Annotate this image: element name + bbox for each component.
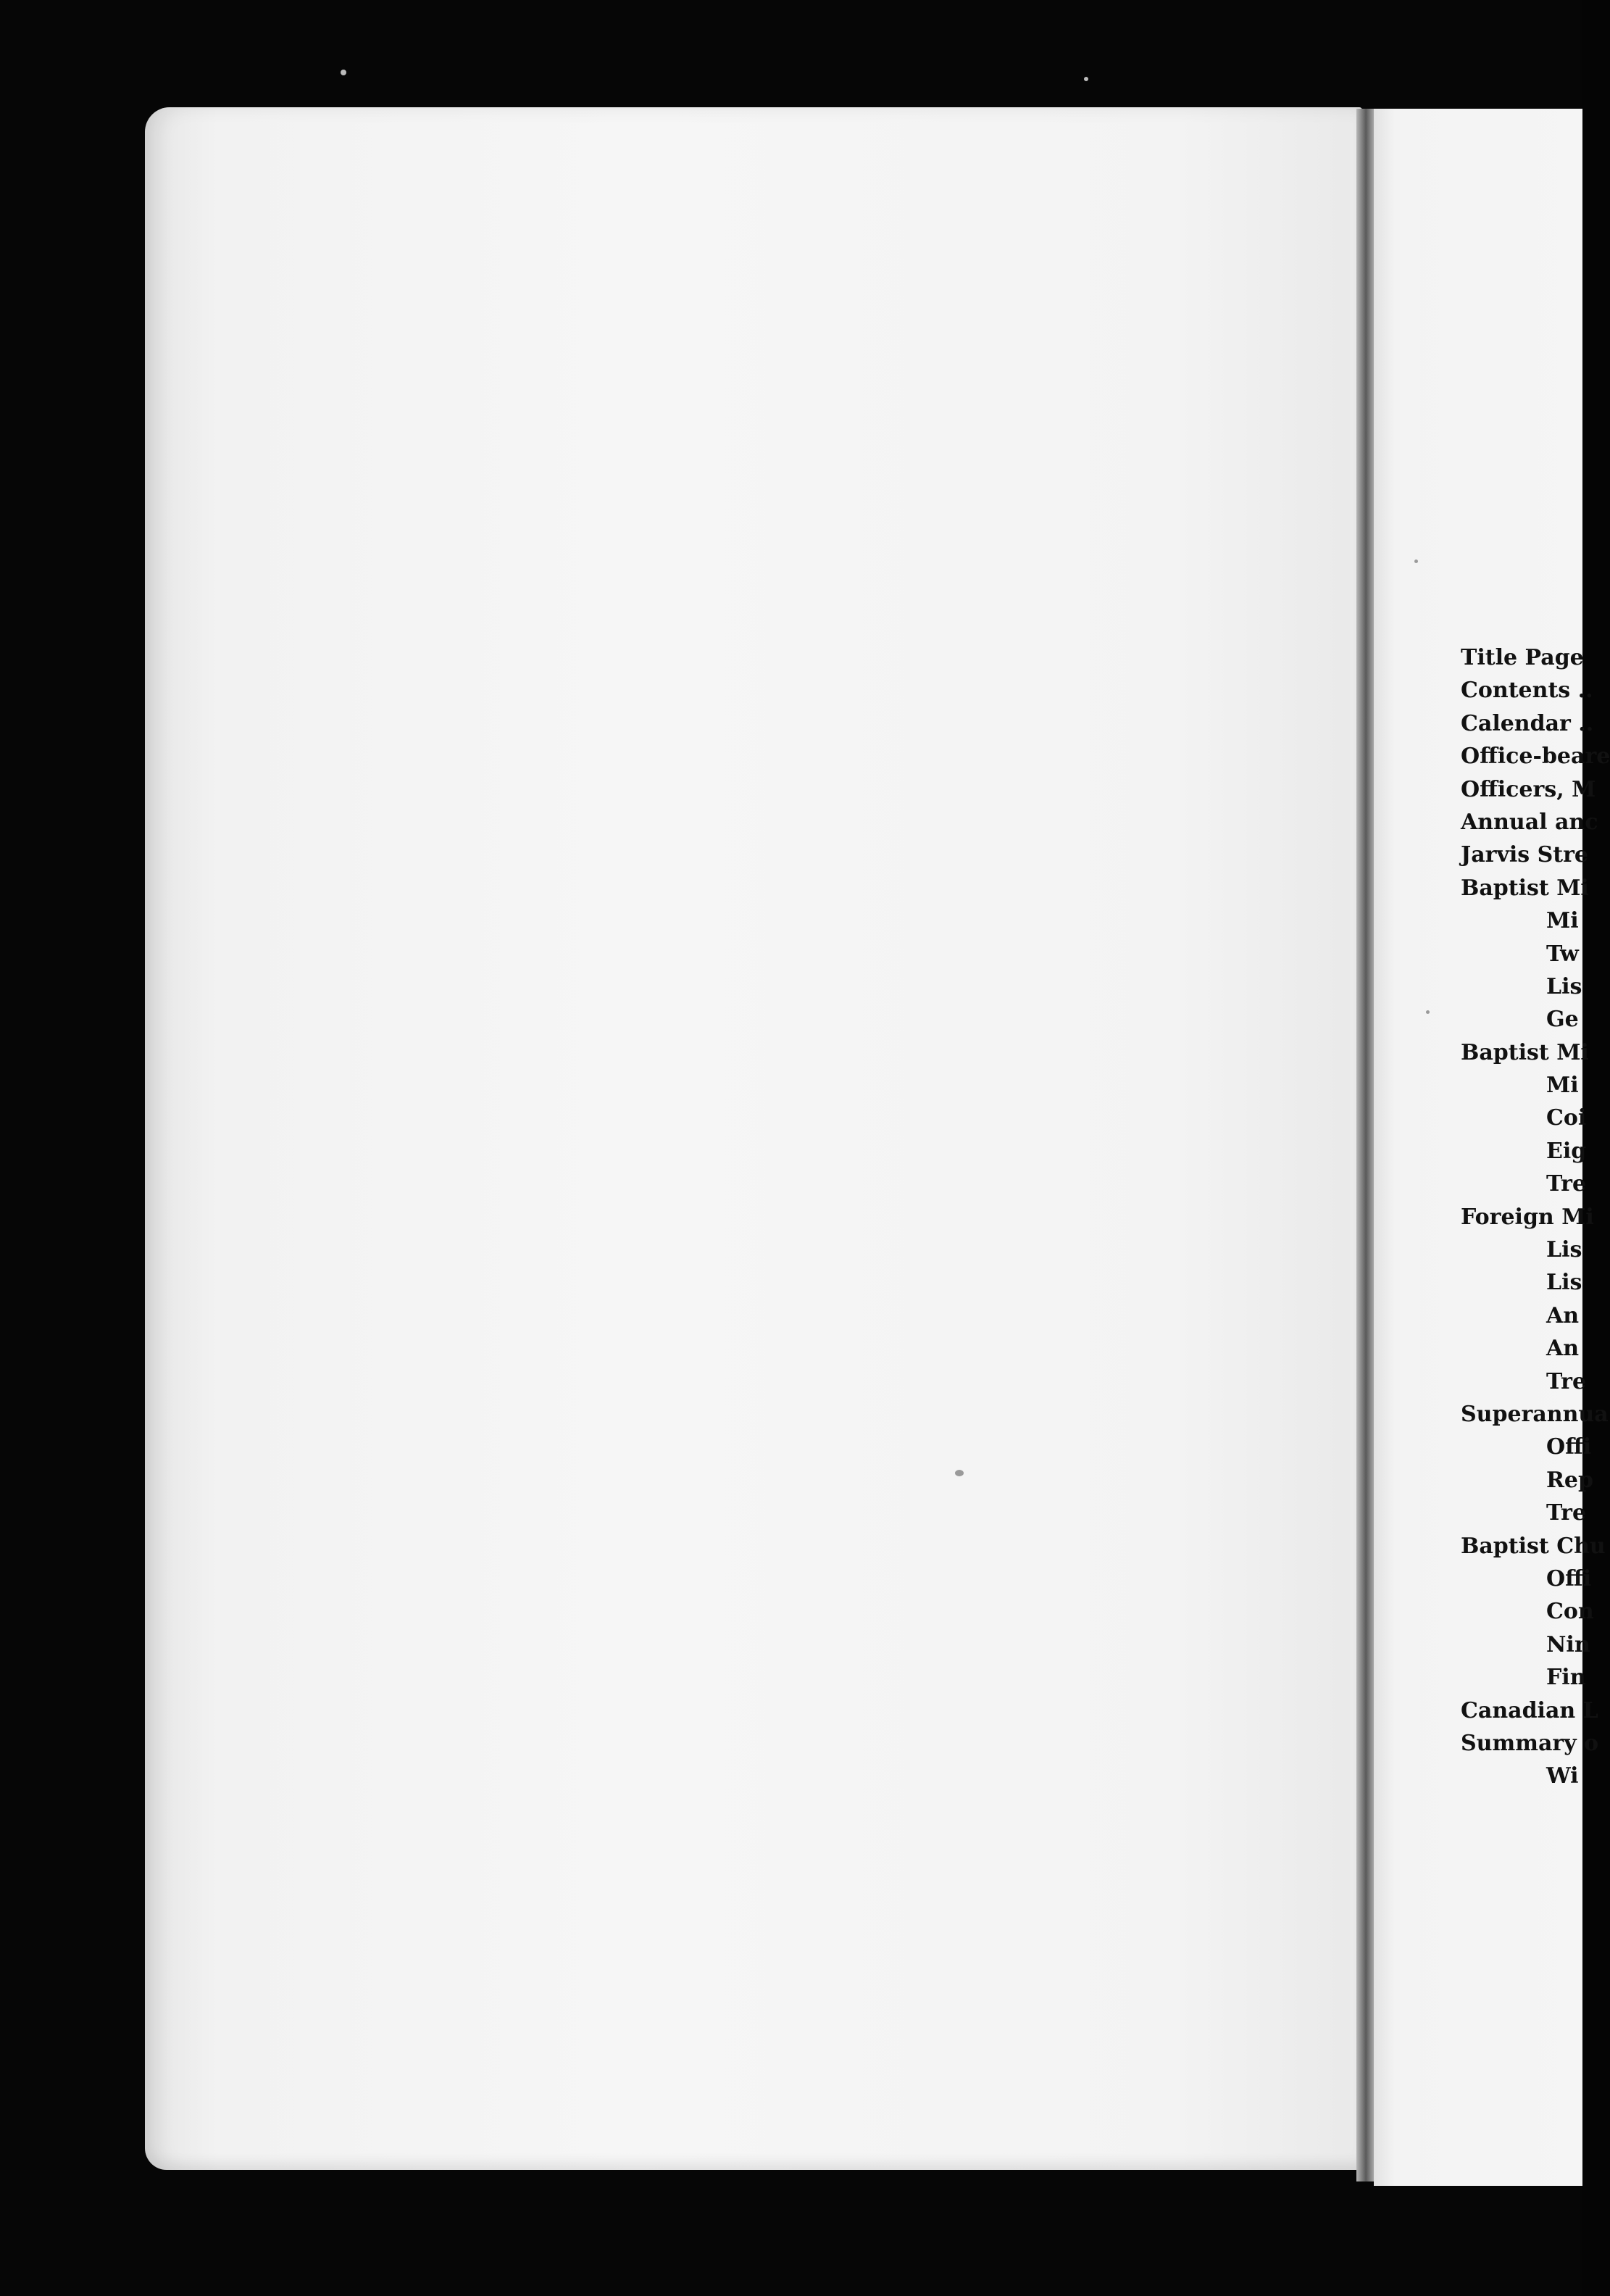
ink-speck	[1414, 560, 1418, 563]
blank-left-page	[145, 107, 1362, 2170]
table-of-contents	[1374, 641, 1610, 1793]
toc-entry: Tre	[1546, 1171, 1587, 1197]
toc-entry: Baptist Mi	[1461, 875, 1589, 901]
toc-entry: Summary o	[1461, 1730, 1599, 1756]
toc-entry: Baptist Mi	[1461, 1039, 1589, 1065]
toc-entry: Tre	[1546, 1368, 1587, 1394]
toc-entry: Contents ..	[1461, 678, 1593, 704]
toc-entry: Annual anc	[1461, 809, 1598, 835]
toc-entry: Superannua	[1461, 1401, 1609, 1427]
toc-entry: Title Page	[1461, 645, 1584, 670]
toc-entry: Mi	[1546, 908, 1579, 934]
toc-entry: Wi	[1546, 1763, 1579, 1789]
toc-entry: Coi	[1546, 1105, 1587, 1131]
toc-entry: An	[1546, 1336, 1580, 1362]
toc-entry: Calendar ..	[1461, 710, 1594, 736]
toc-entry: Rep	[1546, 1467, 1593, 1493]
ink-speck	[1426, 1010, 1430, 1014]
toc-entry: Baptist Chu	[1461, 1533, 1606, 1559]
dust-speck	[1084, 77, 1088, 81]
toc-entry: Officers, M	[1461, 776, 1596, 802]
toc-entry: Foreign Mi	[1461, 1204, 1594, 1230]
toc-entry: Offi	[1546, 1565, 1592, 1592]
toc-entry: Mi	[1546, 1073, 1579, 1099]
toc-entry: Lis	[1546, 973, 1582, 999]
toc-entry: Office-beare	[1461, 744, 1610, 770]
toc-entry: Canadian L	[1461, 1697, 1598, 1723]
toc-entry: An	[1546, 1302, 1580, 1328]
toc-entry: Fin	[1546, 1665, 1586, 1691]
toc-entry: Nin	[1546, 1631, 1590, 1657]
contents-right-page	[1374, 109, 1610, 2186]
book-gutter	[1356, 109, 1374, 2181]
toc-entry: Eig	[1546, 1138, 1587, 1164]
toc-entry: Lis	[1546, 1237, 1582, 1263]
dust-speck	[341, 70, 346, 75]
toc-entry: Lis	[1546, 1270, 1582, 1296]
toc-entry: Con	[1546, 1599, 1594, 1625]
toc-entry: Jarvis Stre	[1461, 842, 1589, 868]
ink-speck	[955, 1470, 964, 1476]
toc-entry: Tw	[1546, 941, 1579, 967]
toc-entry: Ge	[1546, 1007, 1579, 1033]
toc-entry: Tre	[1546, 1500, 1587, 1526]
toc-entry: Offi	[1546, 1434, 1592, 1460]
